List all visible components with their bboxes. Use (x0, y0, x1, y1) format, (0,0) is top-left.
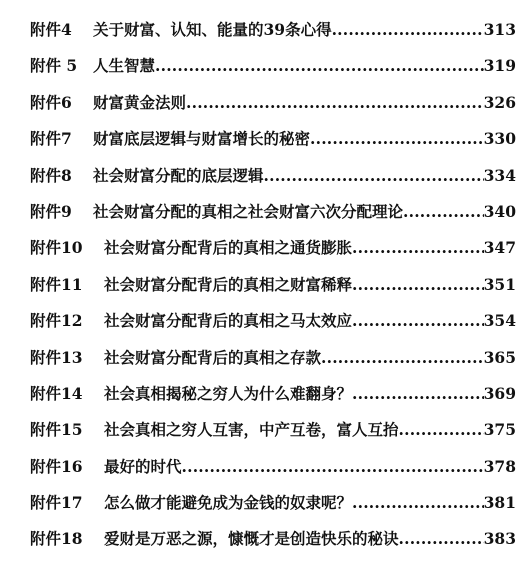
toc-entry[interactable] (30, 309, 516, 345)
toc-dot-leader (310, 129, 484, 148)
toc-dot-leader (155, 56, 484, 75)
toc-entry[interactable] (30, 18, 516, 54)
toc-dot-leader (186, 93, 484, 112)
toc-entry[interactable] (30, 200, 516, 236)
toc-entry-page: 365 (483, 347, 516, 367)
toc-entry-title: 社会财富分配背后的真相之马太效应 (104, 311, 353, 331)
toc-entry-title: 爱财是万恶之源，慷慨才是创造快乐的秘诀 (104, 529, 399, 549)
toc-entry-title: 最好的时代 (104, 456, 182, 476)
toc-entry-label: 附件13 (30, 347, 83, 367)
toc-dot-leader (352, 384, 484, 403)
toc-dot-leader (352, 238, 484, 257)
toc-entry-title: 社会财富分配的底层逻辑 (93, 165, 264, 185)
toc-entry-page: 369 (483, 383, 516, 403)
toc-entry-label: 附件9 (30, 201, 72, 221)
toc-entry[interactable] (30, 527, 516, 563)
toc-entry-label: 附件7 (30, 129, 72, 149)
toc-dot-leader (352, 493, 484, 512)
toc-entry-label: 附件17 (30, 493, 83, 513)
toc-dot-leader (264, 166, 484, 185)
toc-entry-page: 347 (483, 238, 516, 258)
toc-dot-leader (403, 202, 484, 221)
toc-entry-page: 354 (483, 311, 516, 331)
toc-dot-leader (352, 311, 484, 330)
toc-entry-page: 383 (483, 529, 516, 549)
toc-entry-label: 附件4 (30, 20, 72, 39)
toc-entry-page: 381 (483, 493, 516, 513)
toc-entry[interactable] (30, 273, 516, 309)
toc-entry-label: 附件14 (30, 383, 83, 403)
toc-entry-label: 附件16 (30, 456, 83, 476)
toc-entry[interactable] (30, 127, 516, 163)
toc-dot-leader (399, 420, 484, 439)
toc-entry[interactable] (30, 418, 516, 454)
toc-entry-title: 关于财富、认知、能量的39条心得 (93, 20, 332, 39)
toc-entry-page: 330 (483, 129, 516, 149)
toc-entry-label: 附件6 (30, 92, 72, 112)
toc-entry-title: 财富底层逻辑与财富增长的秘密 (93, 129, 311, 149)
table-of-contents (30, 18, 516, 564)
toc-entry-page: 378 (483, 456, 516, 476)
toc-dot-leader (352, 275, 484, 294)
toc-entry[interactable] (30, 455, 516, 491)
toc-entry-title: 社会财富分配的真相之社会财富六次分配理论 (93, 201, 404, 221)
toc-entry-page: 313 (483, 20, 516, 39)
toc-entry-page: 351 (483, 274, 516, 294)
toc-entry-title: 社会真相揭秘之穷人为什么难翻身？ (104, 383, 353, 403)
toc-entry-title: 财富黄金法则 (93, 92, 187, 112)
toc-entry[interactable] (30, 91, 516, 127)
toc-entry[interactable] (30, 54, 516, 90)
toc-entry-page: 334 (483, 165, 516, 185)
toc-entry-title: 社会财富分配背后的真相之财富稀释 (104, 274, 353, 294)
toc-entry-label: 附件 5 (30, 56, 78, 76)
toc-entry-title: 社会真相之穷人互害，中产互卷，富人互抬 (104, 420, 399, 440)
toc-entry-title: 怎么做才能避免成为金钱的奴隶呢？ (104, 493, 353, 513)
toc-entry-page: 319 (483, 56, 516, 76)
toc-entry-label: 附件11 (30, 274, 83, 294)
toc-dot-leader (321, 348, 484, 367)
toc-entry-label: 附件12 (30, 311, 83, 331)
toc-dot-leader (399, 529, 484, 548)
toc-entry[interactable] (30, 491, 516, 527)
toc-entry-label: 附件15 (30, 420, 83, 440)
toc-entry[interactable] (30, 382, 516, 418)
toc-entry[interactable] (30, 164, 516, 200)
toc-dot-leader (182, 457, 484, 476)
toc-entry[interactable] (30, 346, 516, 382)
toc-entry-label: 附件10 (30, 238, 83, 258)
toc-entry[interactable] (30, 236, 516, 272)
toc-entry-title: 社会财富分配背后的真相之通货膨胀 (104, 238, 353, 258)
toc-entry-label: 附件18 (30, 529, 83, 549)
toc-dot-leader (332, 20, 484, 39)
toc-entry-page: 375 (483, 420, 516, 440)
toc-entry-page: 340 (483, 201, 516, 221)
toc-entry-label: 附件8 (30, 165, 72, 185)
toc-entry-title: 人生智慧 (93, 56, 156, 76)
toc-entry-title: 社会财富分配背后的真相之存款 (104, 347, 322, 367)
toc-entry-page: 326 (483, 92, 516, 112)
